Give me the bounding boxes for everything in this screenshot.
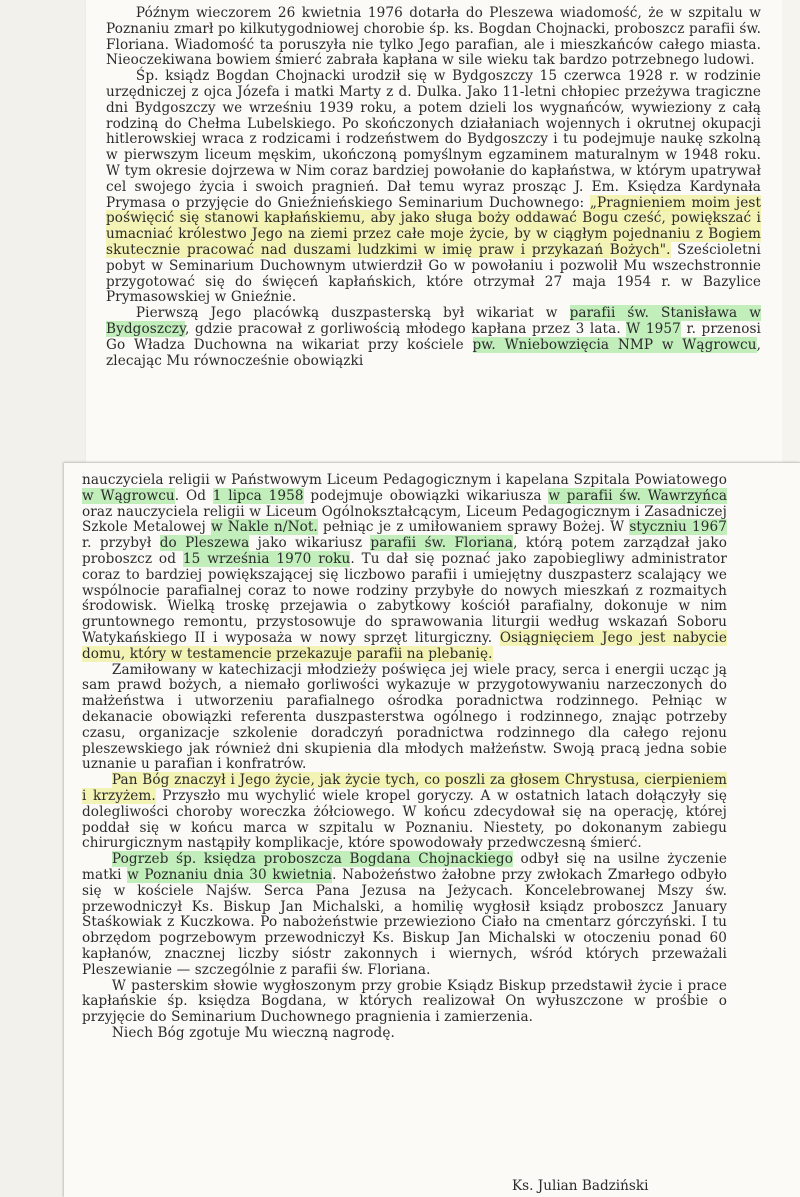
highlight-parish-bydgoszcz: parafii św. Stanisława w Bydgoszczy xyxy=(106,305,761,337)
text-span: Przyszło mu wychylić wiele kropel goryczy. A w ostatnich latach dołączyły się dolegliwości choroby woreczka żółciowego. W końcu zdecydował się na operację, której poddał się w końcu marca w szpitalu w Poznaniu. Niestety, po dokonanym zabiegu chirurgicznym nastąpiły komplikacje, które spowodowały przedwczesną śmierć. xyxy=(82,787,727,852)
paragraph-first-posts xyxy=(106,306,761,369)
highlight-date-1958: 1 lipca 1958 xyxy=(212,487,304,504)
bottom-clipping-text xyxy=(82,473,727,1042)
highlight-wagrowiec: w Wągrowcu xyxy=(82,487,175,504)
paragraph-funeral xyxy=(82,852,727,978)
text-span: , którą potem zarządzał jako proboszcz od xyxy=(82,535,727,567)
paragraph-homily: W pasterskim słowie wygłoszonym przy grobie Ksiądz Biskup przedstawił życie i prace kapłańskie śp. księdza Bogdana, w których realizował On wyłuszczone w prośbie o przyjęcie do Seminarium Duchownego pragnienia i zamierzenia. xyxy=(82,977,727,1026)
bottom-clipping xyxy=(64,462,800,1197)
text-span: . Nabożeństwo żałobne przy zwłokach Zmarłego odbyło się w kościele Najśw. Serca Pana Jezusa na Jeżycach. Koncelebrowanej Mszy św. przewodniczył Ks. Biskup Jan Michalski, a homilię wygłosił ksiądz proboszcz January Staśkowiak z Kuczkowa. Po nabożeństwie przewieziono Ciało na cmentarz górczyński. I tu obrzędom pogrzebowym przewodniczył Ks. Biskup Jan Michalski w otoczeniu ponad 60 kapłanów, znacznej liczby sióstr zakonnych i wiernych, wśród których przeważali Pleszewianie — szczególnie z parafii św. Floriana. xyxy=(82,866,728,978)
highlight-date-1967: styczniu 1967 xyxy=(629,519,727,536)
paragraph-closing: Niech Bóg zgotuje Mu wieczną nagrodę. xyxy=(111,1024,395,1041)
signature: Ks. Julian Badziński xyxy=(512,1178,649,1194)
text-span: , zlecając Mu równocześnie obowiązki xyxy=(106,336,761,369)
highlight-rectory: Osiągnięciem Jego jest nabycie domu, który w testamencie przekazuje parafii na plebanię. xyxy=(82,629,728,662)
top-clipping xyxy=(86,0,782,470)
highlight-suffering: Pan Bóg znaczył i Jego życie, jak życie tych, co poszli za głosem Chrystusa, cierpieniem i krzyżem. xyxy=(82,772,727,804)
text-span: . Tu dał się poznać jako zapobiegliwy administrator coraz to bardziej powiększającej się liczbowo parafii i umiejętny duszpasterz scalający we wspólnocie parafialnej coraz to nowe rodziny przybyłe do nowych mieszkań z rozmaitych środowisk. Wielką troskę przejawia o zabytkowy kościół parafialny, dokonuje w nim gruntownego remontu, przystosowuje do sprawowania liturgii według wskazań Soboru Watykańskiego II i wyposaża w nowy sprzęt liturgiczny. xyxy=(82,550,727,646)
paragraph-illness xyxy=(82,773,727,852)
highlight-funeral: Pogrzeb śp. księdza proboszcza Bogdana Chojnackiego xyxy=(111,851,513,868)
text-span: oraz nauczyciela religii w Liceum Ogólnokształcącym, Liceum Pedagogicznym i Zasadniczej Szkole Metalowej xyxy=(82,503,727,536)
highlight-year-1957: W 1957 xyxy=(626,320,681,337)
highlight-funeral-date: w Poznaniu dnia 30 kwietnia xyxy=(127,866,333,883)
paragraph-announcement: Późnym wieczorem 26 kwietnia 1976 dotarła do Pleszewa wiadomość, że w szpitalu w Poznaniu zmarł po kilkutygodniowej chorobie śp. ks. Bogdan Chojnacki, proboszcz parafii św. Floriana. Wiadomość ta poruszyła nie tylko Jego parafian, ale i mieszkańców całego miasta. Nieoczekiwana bowiem śmierć zabrała kapłana w sile wieku tak bardzo potrzebnego ludowi. xyxy=(106,5,761,69)
highlight-naklo: w Nakle n/Not. xyxy=(210,519,318,536)
paragraph-catechesis: Zamiłowany w katechizacji młodzieży poświęca jej wiele pracy, serca i energii ucząc ją sam prawd bożych, a niemało gorliwości wykazuje w przygotowywaniu narzeczonych do małżeństwa i utworzeniu parafialnego ośrodka poradnictwa rodzinnego. Pełniąc w dekanacie obowiązki referenta duszpasterstwa ogólnego i rodzinnego, znając potrzeby czasu, organizacje szkolenie doradczyń poradnictwa rodzinnego dla całego rejonu pleszewskiego jak również dni skupienia dla młodych małżeństw. Swoją pracą jedna sobie uznanie u parafian i konfratrów. xyxy=(82,661,727,773)
text-span: r. przenosi Go Władza Duchowna na wikariat przy kościele xyxy=(106,320,762,353)
text-span: Pierwszą Jego placówką duszpasterską był wikariat w xyxy=(135,305,570,322)
text-span: odbył się na usilne życzenie matki xyxy=(82,851,727,883)
highlight-pleszew: do Pleszewa xyxy=(159,535,250,552)
highlight-date-1970: 15 września 1970 roku xyxy=(182,550,351,567)
biography-text: Śp. ksiądz Bogdan Chojnacki urodził się w Bydgoszczy 15 czerwca 1928 r. w rodzinie urzędniczej z ojca Józefa i matki Marty z d. Dulka. Jako 11-letni chłopiec przeżywa tragiczne dni Bydgoszczy we wrześniu 1939 roku, a potem dzieli los wygnańców, wywieziony z całą rodziną do Chełma Lubelskiego. Po skończonych działaniach wojennych i okrutnej okupacji hitlerowskiej wraca z rodzicami i rodzeństwem do Bydgoszczy i tu podejmuje naukę szkolną w pierwszym liceum męskim, ukończoną pomyślnym egzaminem maturalnym w 1948 roku. W tym okresie dojrzewa w Nim coraz bardziej powołanie do kapłaństwa, w którym upatrywał cel swojego życia i swoich pragnień. Dał temu wyraz prosząc J. Em. Księdza Kardynała Prymasa o przyjęcie do Gnieźnieńskiego Seminarium Duchownego: xyxy=(106,68,761,211)
text-span: podejmuje obowiązki wikariusza xyxy=(303,487,549,504)
biography-text-continued: Sześcioletni pobyt w Seminarium Duchownym utwierdził Go w powołaniu i pozwolił Mu wszechstronnie przygotować się do święceń kapłańskich, które otrzymał 27 maja 1954 r. w Bazylice Prymasowskiej w Gnieźnie. xyxy=(106,241,761,306)
paragraph-biography xyxy=(106,69,761,306)
text-span: r. przybył xyxy=(82,535,160,552)
text-span: , gdzie pracował z gorliwością młodego kapłana przez 3 lata. xyxy=(185,320,627,337)
paragraph-career xyxy=(82,473,727,663)
quote-highlight: „Pragnieniem moim jest poświęcić się stanowi kapłańskiemu, aby jako sługa boży oddawać Bogu cześć, powiększać i umacniać królestwo Jego na ziemi przez całe moje życie, by w ciągłym pojednaniu z Bogiem skutecznie pracować nad duszami ludzkimi w imię praw i przykazań Bożych". xyxy=(106,194,762,258)
highlight-parish-wagrowiec: pw. Wniebowzięcia NMP w Wągrowcu xyxy=(472,336,757,353)
text-span: jako wikariusz xyxy=(249,535,371,552)
top-clipping-text xyxy=(106,6,761,369)
highlight-parish-wawrzyniec: w parafii św. Wawrzyńca xyxy=(548,487,728,504)
highlight-parish-florian: parafii św. Floriana xyxy=(370,535,514,552)
text-span: . Od xyxy=(174,487,213,504)
text-span: pełniąc je z umiłowaniem sprawy Bożej. W xyxy=(317,519,630,536)
adjacent-page-edge xyxy=(782,0,800,462)
text-span: nauczyciela religii w Państwowym Liceum Pedagogicznym i kapelana Szpitala Powiatowego xyxy=(82,472,727,488)
